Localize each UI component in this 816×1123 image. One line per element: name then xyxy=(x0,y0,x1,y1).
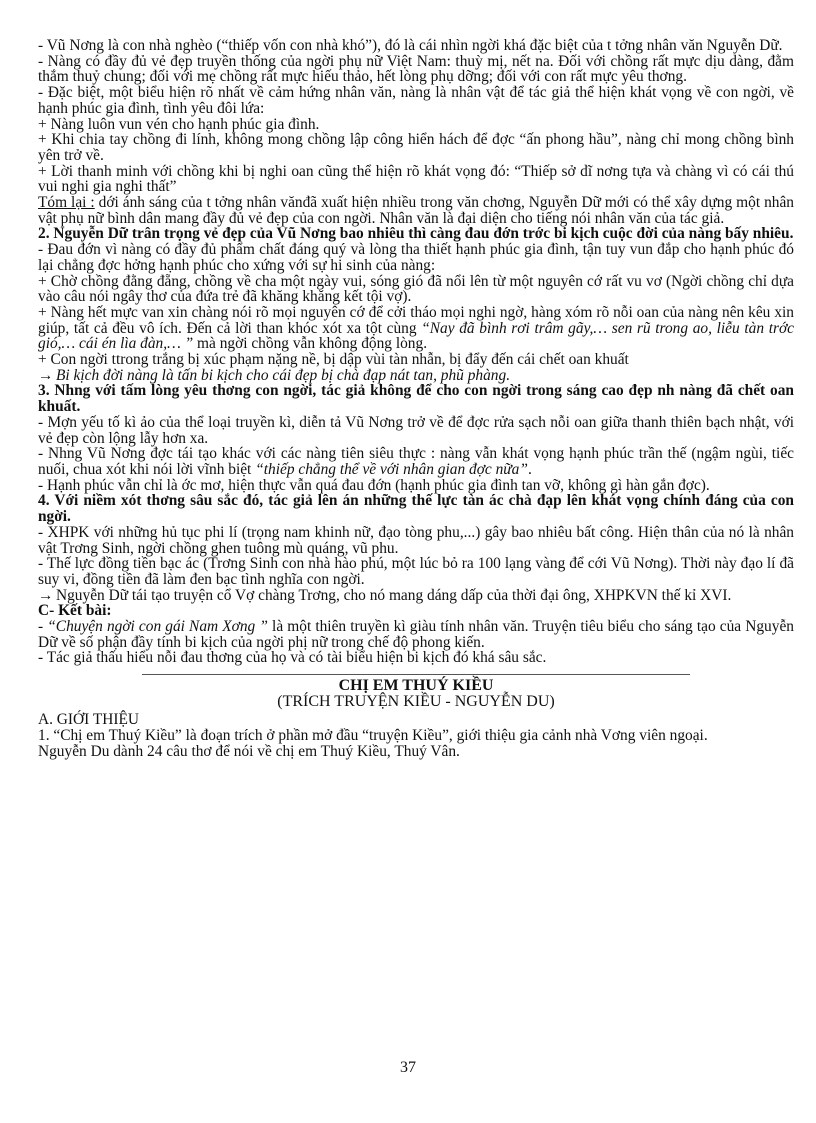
text-run: . xyxy=(527,460,532,478)
section-heading-3: 3. Nhng với tấm lòng yêu thơng con ngời, tác giả không để cho con ngời trong sáng cao đẹp nh nàng đã chết oan khuất. xyxy=(38,382,794,416)
paragraph: + Nàng luôn vun vén cho hạnh phúc gia đình. xyxy=(38,115,320,133)
summary-paragraph xyxy=(38,195,794,226)
page-number: 37 xyxy=(400,1059,416,1076)
arrow-icon: → xyxy=(38,366,54,384)
paragraph: Nguyễn Du dành 24 câu thơ để nói về chị em Thuý Kiều, Thuý Vân. xyxy=(38,742,460,760)
paragraph: 1. “Chị em Thuý Kiều” là đoạn trích ở phần mở đầu “truyện Kiều”, giới thiệu gia cảnh nhà Vơng viên ngoại. xyxy=(38,726,708,744)
arrow-icon: → xyxy=(38,586,54,604)
paragraph xyxy=(38,619,794,650)
text-run: + Nàng hết mực van xin chàng nói rõ mọi nguyên cớ để cởi tháo mọi nghi ngờ, hàng xóm rõ nỗi oan của nàng nên kêu xin giúp, tất cả đều vô ích. Đến cả lời than khóc xót xa tột cùng xyxy=(38,303,794,337)
section-heading-4: 4. Với niềm xót thơng sâu sắc đó, tác giả lên án những thế lực tàn ác chà đạp lên khát vọng chính đáng của con ngời. xyxy=(38,492,794,526)
conclusion-text: Nguyễn Dữ tái tạo truyện cổ Vợ chàng Trơng, cho nó mang dáng dấp của thời đại ông, XHPKVN thế kỉ XVI. xyxy=(56,586,732,604)
summary-text: dới ánh sáng của t tởng nhân vănđã xuất hiện nhiều trong văn chơng, Nguyễn Dữ mới có thể xây dựng một nhân vật phụ nữ bình dân mang đầy đủ vẻ đẹp của con ngời. Nhân văn là đại diện cho tiếng nói nhân văn của tác giả. xyxy=(38,194,794,227)
paragraph: + Lời thanh minh với chồng khi bị nghi oan cũng thể hiện rõ khát vọng đó: “Thiếp sở dĩ nơng tựa và chàng vì có cái thú vui nghi gia nghi thất” xyxy=(38,162,794,196)
text-run: mà ngời chồng vẫn không động lòng. xyxy=(193,335,428,353)
conclusion-line xyxy=(38,368,794,384)
quote: “thiếp chẳng thể về với nhân gian đợc nữa” xyxy=(255,460,528,478)
paragraph: - Mợn yếu tố kì ảo của thể loại truyền kì, diễn tả Vũ Nơng trở về để đợc rửa sạch nỗi oan giữa thanh thiên bạch nhật, với vẻ đẹp còn lộng lẫy hơn xa. xyxy=(38,413,794,447)
section-heading-2: 2. Nguyễn Dữ trân trọng vẻ đẹp của Vũ Nơng bao nhiêu thì càng đau đớn trớc bi kịch cuộc đời của nàng bấy nhiêu. xyxy=(38,225,794,243)
conclusion-text: Bi kịch đời nàng là tấn bi kịch cho cái đẹp bị chà đạp nát tan, phũ phàng. xyxy=(56,366,511,384)
lesson-subtitle: (TRÍCH TRUYỆN KIỀU - NGUYỄN DU) xyxy=(277,693,555,711)
summary-label: Tóm lại : xyxy=(38,194,95,212)
paragraph: + Khi chia tay chồng đi lính, không mong chồng lập công hiển hách để đợc “ấn phong hầu”, nàng chỉ mong chồng bình yên trở về. xyxy=(38,131,794,164)
section-heading-c: C- Kết bài: xyxy=(38,602,112,620)
text-run: - xyxy=(38,618,48,636)
text-run: - Nhng Vũ Nơng đợc tái tạo khác với các nàng tiên siêu thực : nàng vẫn khát vọng hạnh phúc trần thế (ngậm ngùi, tiếc nuối, chua xót khi nói lời vĩnh biệt xyxy=(38,445,794,478)
quote: “Nay đã bình rơi trâm gãy,… sen rũ trong ao, liễu tàn trớc gió,… cái én lìa đàn,… ” xyxy=(38,319,794,353)
paragraph: - Hạnh phúc vẫn chỉ là ớc mơ, hiện thực vẫn quá đau đớn (hạnh phúc gia đình tan vỡ, không gì hàn gắn đợc). xyxy=(38,476,710,494)
paragraph: + Con ngời ttrong trắng bị xúc phạm nặng nề, bị dập vùi tàn nhẫn, bị đẩy đến cái chết oan khuất xyxy=(38,351,629,369)
paragraph: - Thế lực đồng tiền bạc ác (Trơng Sinh con nhà hào phú, một lúc bỏ ra 100 lạng vàng để cới Vũ Nơng). Thời này đạo lí đã suy vi, đồng tiền đã làm đen bạc tình nghĩa con ngời. xyxy=(38,555,794,588)
paragraph: + Chờ chồng đằng đẵng, chồng về cha một ngày vui, sóng gió đã nổi lên từ một nguyên cớ rất vu vơ (Ngời chồng chỉ dựa vào câu nói ngây thơ của đứa trẻ đã khăng khăng kết tội vợ). xyxy=(38,272,794,306)
text-run: là một thiên truyền kì giàu tính nhân văn. Truyện tiêu biểu cho sáng tạo của Nguyễn Dữ về số phận đầy tính bi kịch của ngời phị nữ trong chế độ phong kiến. xyxy=(38,618,794,651)
paragraph: - Nàng có đầy đủ vẻ đẹp truyền thống của ngời phụ nữ Việt Nam: thuỳ mị, nết na. Đối với chồng rất mực dịu dàng, đằm thắm thuỷ chung; đối với mẹ chồng rất mực hiếu thảo, hết lòng phụ dỡng; đối với con rất mực yêu thơng. xyxy=(38,52,794,86)
conclusion-line xyxy=(38,588,794,604)
page-content xyxy=(38,38,794,759)
paragraph: - Đặc biệt, một biểu hiện rõ nhất về cảm hứng nhân văn, nàng là nhân vật để tác giả thể hiện khát vọng về con ngời, về hạnh phúc gia đình, tình yêu đôi lứa: xyxy=(38,84,794,117)
paragraph xyxy=(38,305,794,352)
lesson-title: CHỊ EM THUÝ KIỀU xyxy=(338,677,494,695)
divider xyxy=(142,674,690,675)
paragraph: - Tác giả thấu hiểu nỗi đau thơng của họ và có tài biểu hiện bi kịch đó khá sâu sắc. xyxy=(38,649,547,667)
paragraph: - Vũ Nơng là con nhà nghèo (“thiếp vốn con nhà khó”), đó là cái nhìn ngời khá đặc biệt của t tởng nhân văn Nguyễn Dữ. xyxy=(38,37,783,54)
paragraph: - XHPK với những hủ tục phi lí (trọng nam khinh nữ, đạo tòng phu,...) gây bao nhiêu bất công. Hiện thân của nó là nhân vật Trơng Sinh, ngời chồng ghen tuông mù quáng, vũ phu. xyxy=(38,523,794,557)
quote: “Chuyện ngời con gái Nam Xơng ” xyxy=(47,618,268,636)
paragraph: - Đau đớn vì nàng có đầy đủ phẩm chất đáng quý và lòng tha thiết hạnh phúc gia đình, tận tuy vun đắp cho hạnh phúc đó lại chẳng đợc hởng hạnh phúc cho xứng với sự hi sinh của nàng: xyxy=(38,241,794,274)
intro-heading: A. GIỚI THIỆU xyxy=(38,711,140,729)
paragraph xyxy=(38,446,794,477)
